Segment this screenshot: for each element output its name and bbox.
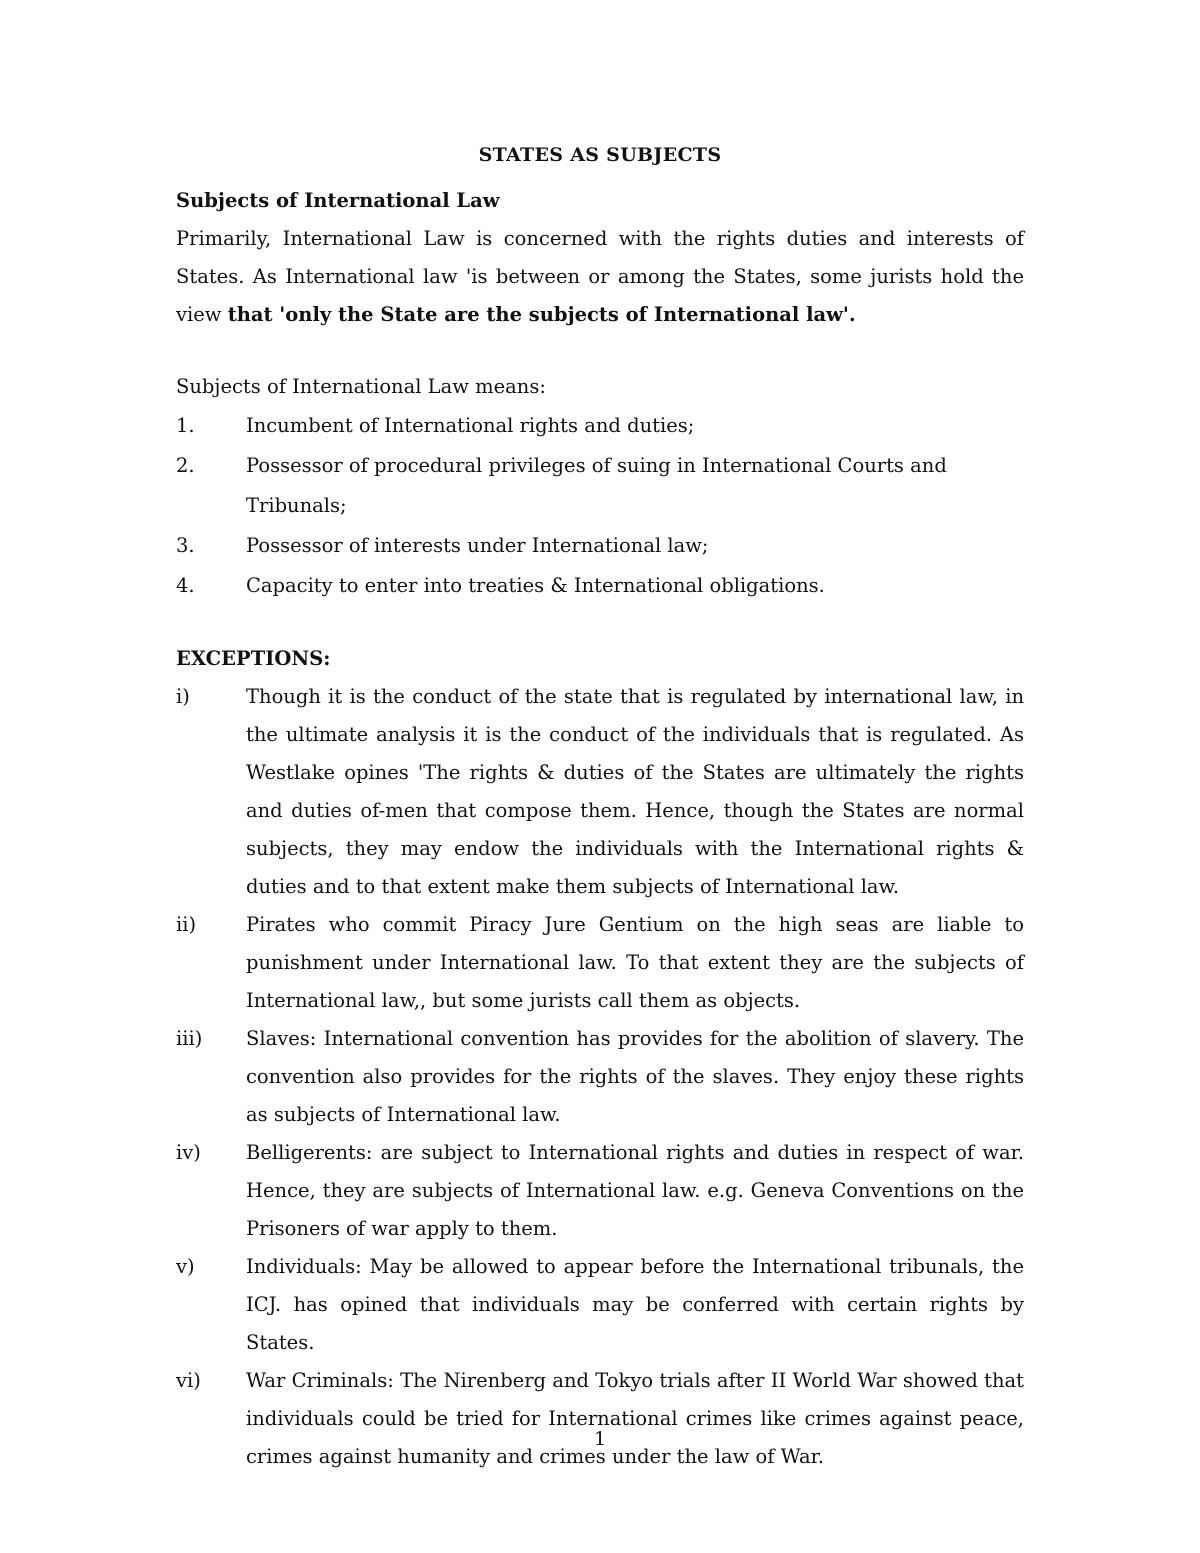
exception-marker: vi)	[176, 1369, 201, 1392]
exception-item	[176, 1134, 1024, 1248]
exception-marker: ii)	[176, 913, 197, 936]
means-label: Subjects of International Law means:	[176, 375, 546, 398]
exception-item	[176, 906, 1024, 1020]
exceptions-heading: EXCEPTIONS:	[176, 647, 331, 670]
list-item-text: Capacity to enter into treaties & International obligations.	[246, 574, 825, 597]
exception-text: Slaves: International convention has provides for the abolition of slavery. The convention also provides for the rights of the slaves. They enjoy these rights as subjects of International law.	[246, 1027, 1024, 1126]
exception-item	[176, 1020, 1024, 1134]
page-number: 1	[593, 1428, 607, 1450]
exception-text: Pirates who commit Piracy Jure Gentium on the high seas are liable to punishment under International law. To that extent they are the subjects of International law,, but some jurists call them as objects.	[246, 913, 1024, 1012]
list-item	[176, 406, 1024, 446]
list-item-text: Incumbent of International rights and duties;	[246, 414, 695, 437]
list-item-text: Possessor of procedural privileges of suing in International Courts and Tribunals;	[246, 454, 947, 517]
exception-text: Individuals: May be allowed to appear before the International tribunals, the ICJ. has opined that individuals may be conferred with certain rights by States.	[246, 1255, 1024, 1354]
exception-marker: v)	[176, 1255, 195, 1278]
exception-item	[176, 678, 1024, 906]
list-item-marker: 2.	[176, 454, 195, 477]
means-list	[176, 406, 1024, 606]
list-item-text: Possessor of interests under International law;	[246, 534, 709, 557]
exception-item	[176, 1248, 1024, 1362]
document-body	[176, 182, 1024, 1476]
section-heading: Subjects of International Law	[176, 189, 500, 212]
document-title: STATES AS SUBJECTS	[478, 144, 722, 166]
exceptions-list	[176, 678, 1024, 1476]
list-item-marker: 3.	[176, 534, 195, 557]
exception-text: Belligerents: are subject to International rights and duties in respect of war. Hence, they are subjects of International law. e.g. Geneva Conventions on the Prisoners of war apply to them.	[246, 1141, 1024, 1240]
exception-item	[176, 1362, 1024, 1476]
list-item	[176, 526, 1024, 566]
exception-marker: iii)	[176, 1027, 203, 1050]
exception-marker: i)	[176, 685, 190, 708]
exception-text: Though it is the conduct of the state that is regulated by international law, in the ultimate analysis it is the conduct of the individuals that is regulated. As Westlake opines 'The rights & duties of the States are ultimately the rights and duties of-men that compose them. Hence, though the States are normal subjects, they may endow the individuals with the International rights & duties and to that extent make them subjects of International law.	[246, 685, 1024, 898]
list-item	[176, 446, 1024, 526]
intro-paragraph	[176, 220, 1024, 334]
intro-bold-text: that 'only the State are the subjects of International law'.	[227, 303, 856, 326]
exception-text: War Criminals: The Nirenberg and Tokyo trials after II World War showed that individuals could be tried for International crimes like crimes against peace, crimes against humanity and crimes under the law of War.	[246, 1369, 1024, 1468]
exception-marker: iv)	[176, 1141, 201, 1164]
list-item-marker: 1.	[176, 414, 195, 437]
paragraph-spacer	[176, 334, 1024, 368]
list-item-marker: 4.	[176, 574, 195, 597]
list-item	[176, 566, 1024, 606]
intro-text: Primarily, International Law is concerned with the rights duties and interests of States. As International law 'is between or among the States, some jurists hold the view	[176, 227, 1024, 326]
